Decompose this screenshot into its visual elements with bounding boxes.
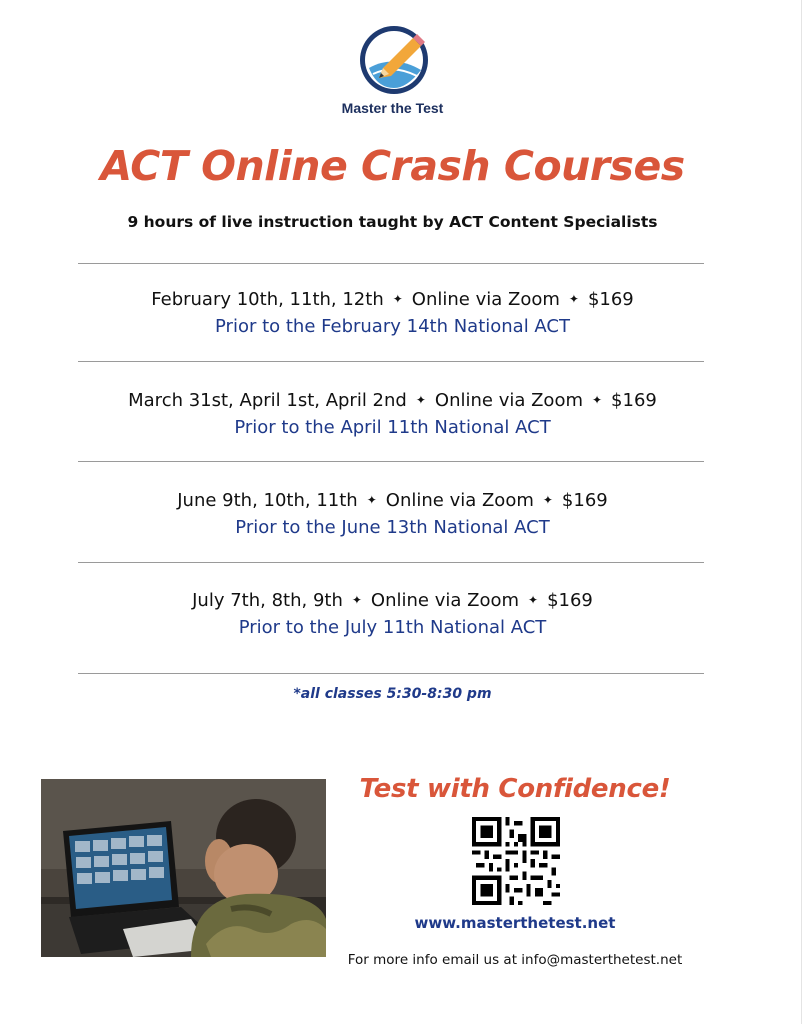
session-block bbox=[0, 590, 785, 638]
session-details bbox=[0, 490, 785, 511]
session-note: Prior to the June 13th National ACT bbox=[235, 517, 550, 538]
session-note: Prior to the April 11th National ACT bbox=[234, 417, 551, 438]
diamond-separator-icon: ✦ bbox=[392, 292, 403, 306]
diamond-separator-icon: ✦ bbox=[351, 593, 362, 607]
diamond-separator-icon: ✦ bbox=[542, 493, 553, 507]
divider bbox=[78, 562, 704, 563]
diamond-separator-icon: ✦ bbox=[415, 393, 426, 407]
scan-edge bbox=[801, 0, 802, 1024]
session-note: Prior to the February 14th National ACT bbox=[215, 316, 570, 337]
contact-info: For more info email us at info@masterthetest.net bbox=[347, 952, 683, 968]
session-dates: February 10th, 11th, 12th bbox=[151, 289, 384, 310]
session-price: $169 bbox=[611, 390, 657, 411]
session-block bbox=[0, 490, 785, 538]
session-price: $169 bbox=[587, 289, 634, 310]
session-mode: Online via Zoom bbox=[370, 590, 519, 611]
tagline: Test with Confidence! bbox=[359, 774, 671, 804]
schedule-note: *all classes 5:30-8:30 pm bbox=[293, 686, 492, 702]
session-block bbox=[0, 390, 785, 438]
video-call-photo bbox=[41, 779, 326, 957]
session-details bbox=[0, 390, 785, 411]
session-block bbox=[0, 289, 785, 337]
session-dates: March 31st, April 1st, April 2nd bbox=[128, 390, 407, 411]
diamond-separator-icon: ✦ bbox=[366, 493, 377, 507]
divider bbox=[78, 461, 704, 462]
session-mode: Online via Zoom bbox=[385, 490, 534, 511]
diamond-separator-icon: ✦ bbox=[591, 393, 603, 407]
session-details bbox=[0, 590, 785, 611]
diamond-separator-icon: ✦ bbox=[568, 292, 579, 306]
divider bbox=[78, 361, 704, 362]
brand-name: Master the Test bbox=[341, 100, 444, 116]
divider bbox=[78, 263, 704, 264]
session-price: $169 bbox=[547, 590, 593, 611]
session-note: Prior to the July 11th National ACT bbox=[238, 617, 547, 638]
session-mode: Online via Zoom bbox=[434, 390, 583, 411]
divider bbox=[78, 673, 704, 674]
subtitle: 9 hours of live instruction taught by ACT Content Specialists bbox=[127, 213, 658, 231]
diamond-separator-icon: ✦ bbox=[528, 593, 539, 607]
session-price: $169 bbox=[561, 490, 608, 511]
page-title: ACT Online Crash Courses bbox=[100, 142, 685, 190]
session-details bbox=[0, 289, 785, 310]
pencil-globe-logo-icon bbox=[355, 24, 433, 96]
website-link[interactable]: www.masterthetest.net bbox=[414, 914, 616, 932]
session-mode: Online via Zoom bbox=[411, 289, 560, 310]
session-dates: July 7th, 8th, 9th bbox=[192, 590, 343, 611]
session-dates: June 9th, 10th, 11th bbox=[177, 490, 358, 511]
qr-code-icon[interactable] bbox=[472, 817, 560, 905]
